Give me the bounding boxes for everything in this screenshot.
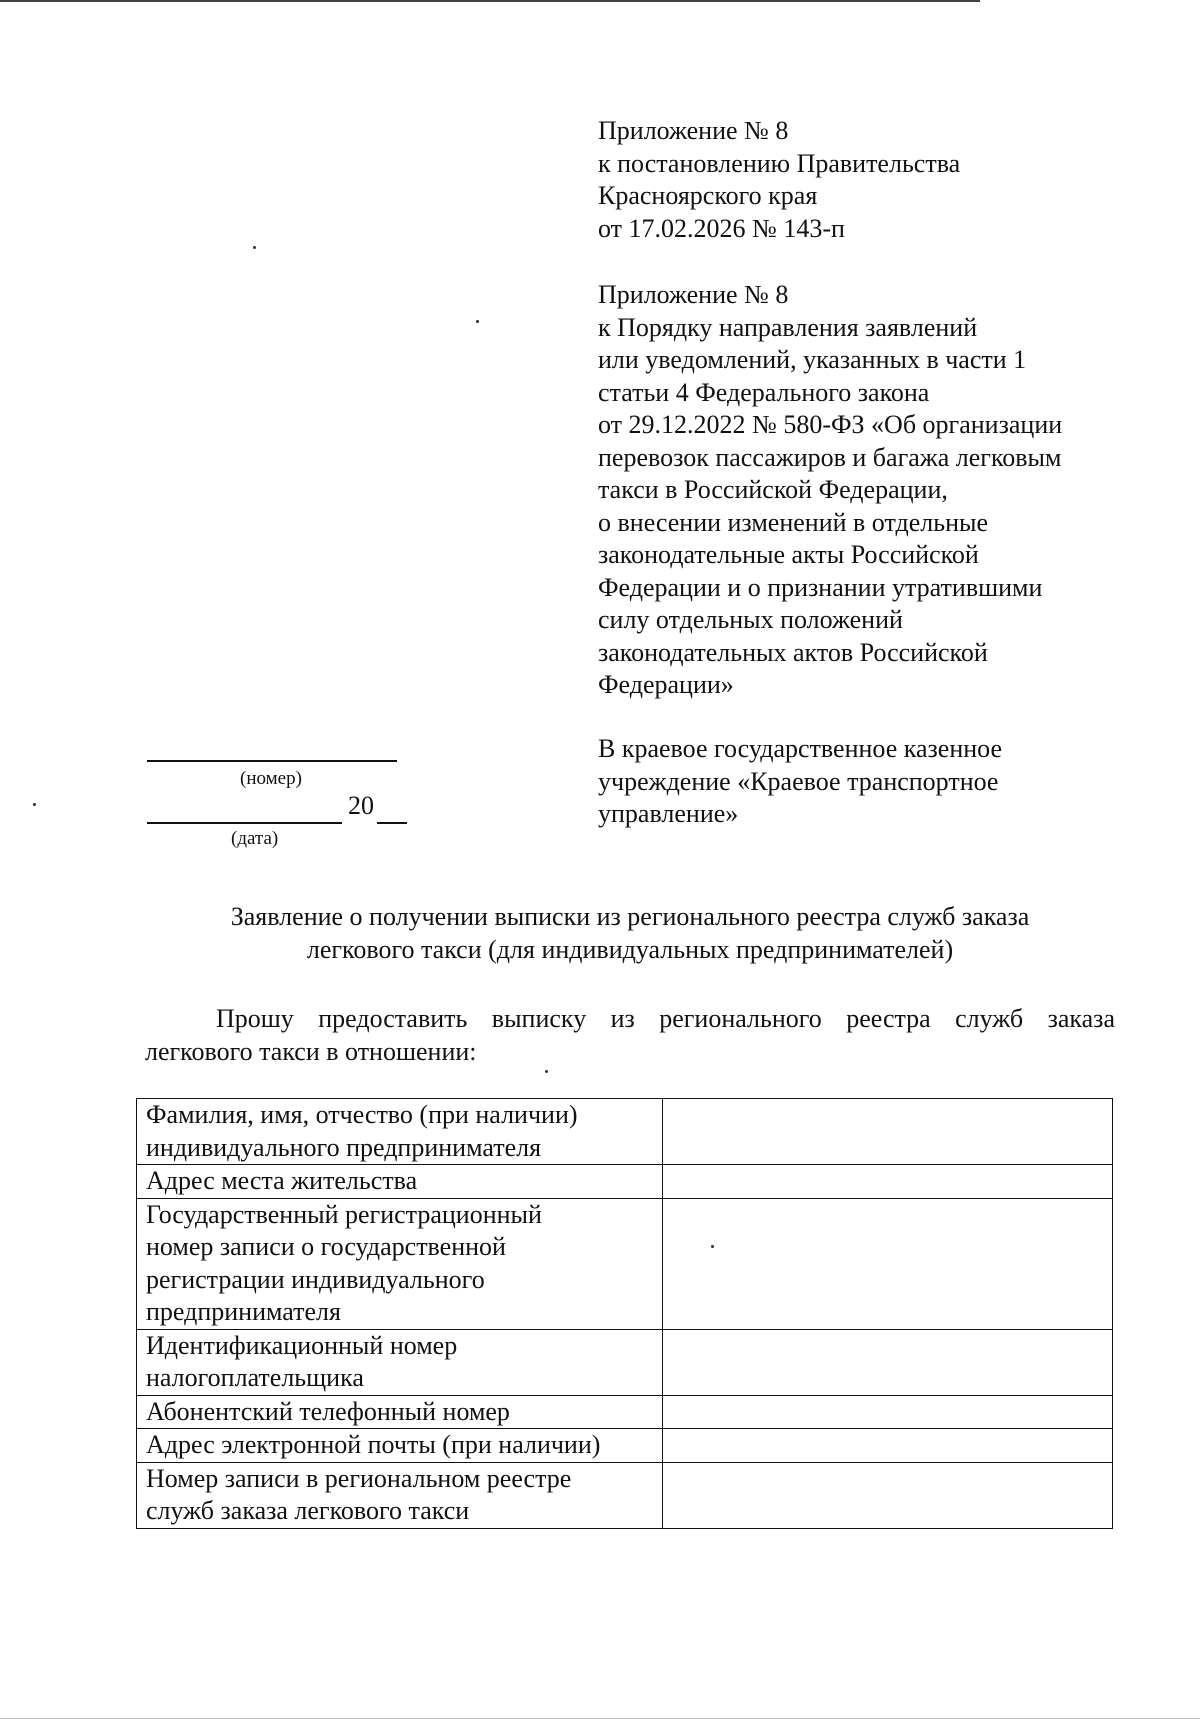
request-paragraph [145, 1002, 1115, 1068]
appendix-line: Федерации» [598, 670, 734, 699]
table-row [137, 1198, 1113, 1329]
table-row [137, 1429, 1113, 1463]
appendix-line: Приложение № 8 [598, 280, 789, 309]
request-second-line: легкового такси в отношении: [145, 1037, 477, 1066]
number-caption: (номер) [240, 768, 302, 789]
value-inn[interactable] [663, 1329, 1113, 1395]
scan-speck [545, 1070, 548, 1073]
scan-speck [476, 320, 479, 323]
table-row [137, 1462, 1113, 1528]
document-title [140, 900, 1120, 966]
row-label-registry-number [137, 1462, 663, 1528]
table-row [137, 1099, 1113, 1165]
row-label-full-name [137, 1099, 663, 1165]
scan-speck [711, 1245, 714, 1248]
appendix-line: законодательные акты Российской [598, 540, 979, 569]
label-line: Идентификационный номер [146, 1330, 458, 1360]
title-line: легкового такси (для индивидуальных предпринимателей) [306, 935, 954, 964]
year-prefix: 20 [348, 791, 374, 820]
appendix-header-resolution [598, 115, 1118, 245]
value-residence-address[interactable] [663, 1165, 1113, 1199]
label-line: Абонентский телефонный номер [146, 1396, 510, 1426]
appendix-line: от 17.02.2026 № 143-п [598, 213, 845, 243]
applicant-info-table [136, 1098, 1113, 1529]
appendix-line: статьи 4 Федерального закона [598, 377, 930, 407]
recipient-line: учреждение «Краевое транспортное [598, 766, 999, 796]
value-full-name[interactable] [663, 1099, 1113, 1165]
label-line: индивидуального предпринимателя [146, 1132, 542, 1162]
appendix-line: о внесении изменений в отдельные [598, 507, 988, 537]
recipient-address [598, 733, 1118, 831]
row-label-ogrnip [137, 1198, 663, 1329]
value-email[interactable] [663, 1429, 1113, 1463]
appendix-line: такси в Российской Федерации, [598, 475, 948, 504]
scan-speck [33, 803, 36, 806]
label-line: предпринимателя [146, 1297, 341, 1326]
date-field-line[interactable] [147, 822, 342, 824]
table-row [137, 1165, 1113, 1199]
value-ogrnip[interactable] [663, 1198, 1113, 1329]
label-line: Адрес электронной почты (при наличии) [146, 1430, 601, 1459]
recipient-line: управление» [598, 799, 739, 828]
label-line: номер записи о государственной [146, 1232, 506, 1261]
appendix-line: или уведомлений, указанных в части 1 [598, 345, 1027, 374]
label-line: Номер записи в региональном реестре [146, 1463, 572, 1493]
label-line: Адрес места жительства [146, 1166, 418, 1195]
appendix-line: Приложение № 8 [598, 116, 789, 145]
appendix-header-procedure [598, 279, 1118, 702]
recipient-line: В краевое государственное казенное [598, 734, 1003, 763]
appendix-line: от 29.12.2022 № 580-ФЗ «Об организации [598, 410, 1063, 439]
scan-top-edge [0, 0, 980, 2]
table-row [137, 1329, 1113, 1395]
scan-speck [253, 246, 256, 249]
appendix-line: силу отдельных положений [598, 605, 903, 634]
row-label-phone [137, 1395, 663, 1429]
appendix-line: перевозок пассажиров и багажа легковым [598, 442, 1062, 472]
title-line: Заявление о получении выписки из регионального реестра служб заказа [230, 902, 1030, 931]
year-suffix-line[interactable] [377, 822, 407, 824]
date-caption: (дата) [231, 828, 279, 849]
value-registry-number[interactable] [663, 1462, 1113, 1528]
row-label-inn [137, 1329, 663, 1395]
label-line: служб заказа легкового такси [146, 1496, 470, 1525]
appendix-line: Красноярского края [598, 181, 818, 210]
label-line: регистрации индивидуального [146, 1264, 485, 1294]
row-label-residence-address [137, 1165, 663, 1199]
row-label-email [137, 1429, 663, 1463]
appendix-line: к постановлению Правительства [598, 148, 961, 178]
scan-bottom-edge [0, 1718, 1200, 1719]
appendix-line: законодательных актов Российской [598, 637, 988, 667]
request-first-line: Прошу предоставить выписку из регионального реестра служб заказа [216, 1004, 1115, 1033]
label-line: Государственный регистрационный [146, 1199, 542, 1229]
value-phone[interactable] [663, 1395, 1113, 1429]
appendix-line: Федерации и о признании утратившими [598, 572, 1043, 602]
label-line: Фамилия, имя, отчество (при наличии) [146, 1100, 578, 1129]
table-row [137, 1395, 1113, 1429]
label-line: налогоплательщика [146, 1363, 364, 1392]
appendix-line: к Порядку направления заявлений [598, 312, 978, 342]
number-field-line[interactable] [147, 760, 397, 762]
